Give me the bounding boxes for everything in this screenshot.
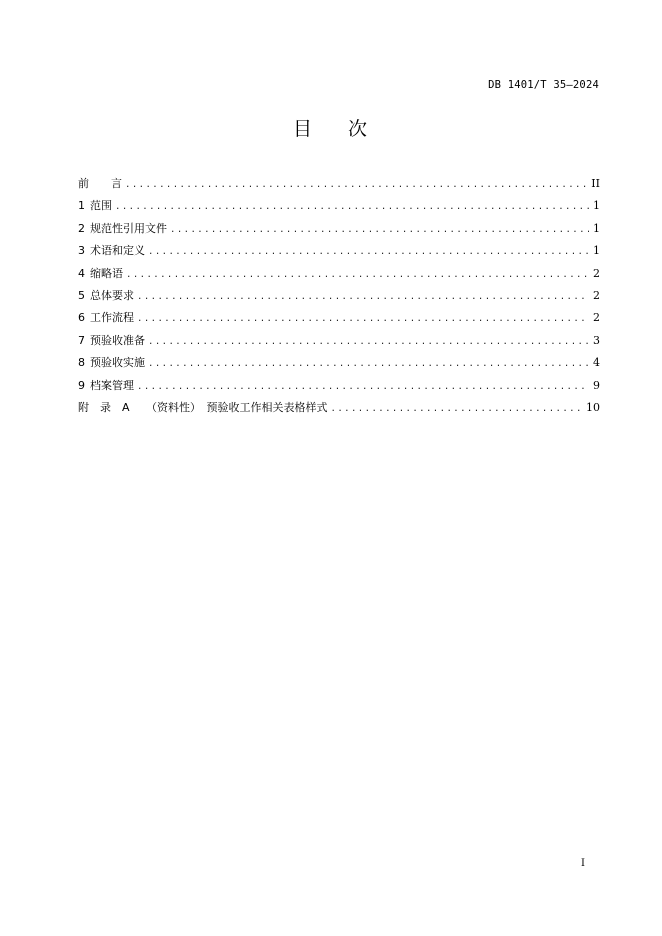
- toc-entry-label: [78, 195, 112, 217]
- toc-entry-title: 工作流程: [90, 311, 134, 325]
- toc-entry-label: [78, 240, 145, 262]
- toc-entry-appendix-a[interactable]: [78, 397, 600, 419]
- toc-dot-leader: [137, 376, 589, 398]
- toc-entry-page: II: [591, 177, 600, 190]
- page-number: I: [581, 858, 585, 869]
- toc-entry-number: 9: [78, 378, 85, 392]
- toc-entry-page: 2: [593, 266, 600, 280]
- toc-entry-implementation[interactable]: [78, 352, 600, 374]
- toc-entry-number: 2: [78, 221, 85, 235]
- toc-entry-number: 3: [78, 244, 85, 258]
- toc-entry-title: 前 言: [78, 177, 122, 190]
- toc-entry-label: [78, 397, 328, 419]
- toc-entry-title: 附 录 A （资料性） 预验收工作相关表格样式: [78, 400, 328, 414]
- toc-dot-leader: [137, 286, 589, 308]
- toc-entry-scope[interactable]: [78, 195, 600, 217]
- toc-entry-title: 档案管理: [90, 378, 134, 392]
- page-title-part-2: 次: [348, 118, 370, 140]
- toc-entry-page: 2: [593, 311, 600, 325]
- toc-dot-leader: [137, 308, 589, 330]
- toc-entry-label: [78, 352, 145, 374]
- toc-entry-page: 1: [593, 221, 600, 235]
- toc-entry-label: [78, 375, 134, 397]
- toc-entry-label: [78, 218, 167, 240]
- toc-entry-number: 5: [78, 288, 85, 302]
- toc-entry-title: 预验收实施: [90, 356, 145, 370]
- toc-dot-leader: [126, 264, 589, 286]
- toc-entry-page: 1: [593, 244, 600, 258]
- toc-entry-number: 6: [78, 311, 85, 325]
- toc-entry-archive-management[interactable]: [78, 375, 600, 397]
- toc-entry-label: [78, 307, 134, 329]
- toc-entry-number: 7: [78, 333, 85, 347]
- toc-entry-normative-references[interactable]: [78, 218, 600, 240]
- page-title-part-1: 目: [292, 118, 314, 140]
- toc-entry-workflow[interactable]: [78, 307, 600, 329]
- toc-entry-general-requirements[interactable]: [78, 285, 600, 307]
- toc-entry-page: 1: [593, 199, 600, 213]
- toc-dot-leader: [148, 331, 589, 353]
- toc-entry-page: 3: [593, 333, 600, 347]
- toc-dot-leader: [170, 219, 589, 241]
- toc-entry-title: 范围: [90, 199, 112, 213]
- toc-entry-number: 1: [78, 199, 85, 213]
- toc-dot-leader: [125, 174, 587, 196]
- toc-dot-leader: [148, 353, 589, 375]
- toc-dot-leader: [148, 241, 589, 263]
- toc-entry-label: [78, 330, 145, 352]
- toc-entry-page: 10: [586, 400, 600, 414]
- toc-entry-number: 8: [78, 356, 85, 370]
- toc-entry-title: 预验收准备: [90, 333, 145, 347]
- toc-dot-leader: [331, 398, 582, 420]
- page-title: [0, 114, 662, 141]
- table-of-contents: [78, 173, 600, 419]
- toc-entry-number: 4: [78, 266, 85, 280]
- toc-entry-page: 4: [593, 356, 600, 370]
- toc-entry-title: 总体要求: [90, 288, 134, 302]
- toc-entry-preface[interactable]: [78, 173, 600, 195]
- toc-entry-label: [78, 285, 134, 307]
- toc-entry-label: [78, 263, 123, 285]
- toc-entry-page: 9: [593, 378, 600, 392]
- document-code: DB 1401/T 35—2024: [488, 79, 599, 91]
- toc-entry-preparation[interactable]: [78, 330, 600, 352]
- toc-entry-terms-definitions[interactable]: [78, 240, 600, 262]
- toc-entry-title: 术语和定义: [90, 244, 145, 258]
- toc-entry-title: 规范性引用文件: [90, 221, 167, 235]
- toc-dot-leader: [115, 196, 589, 218]
- toc-entry-label: [78, 173, 122, 195]
- toc-entry-title: 缩略语: [90, 266, 123, 280]
- toc-entry-abbreviations[interactable]: [78, 263, 600, 285]
- toc-entry-page: 2: [593, 288, 600, 302]
